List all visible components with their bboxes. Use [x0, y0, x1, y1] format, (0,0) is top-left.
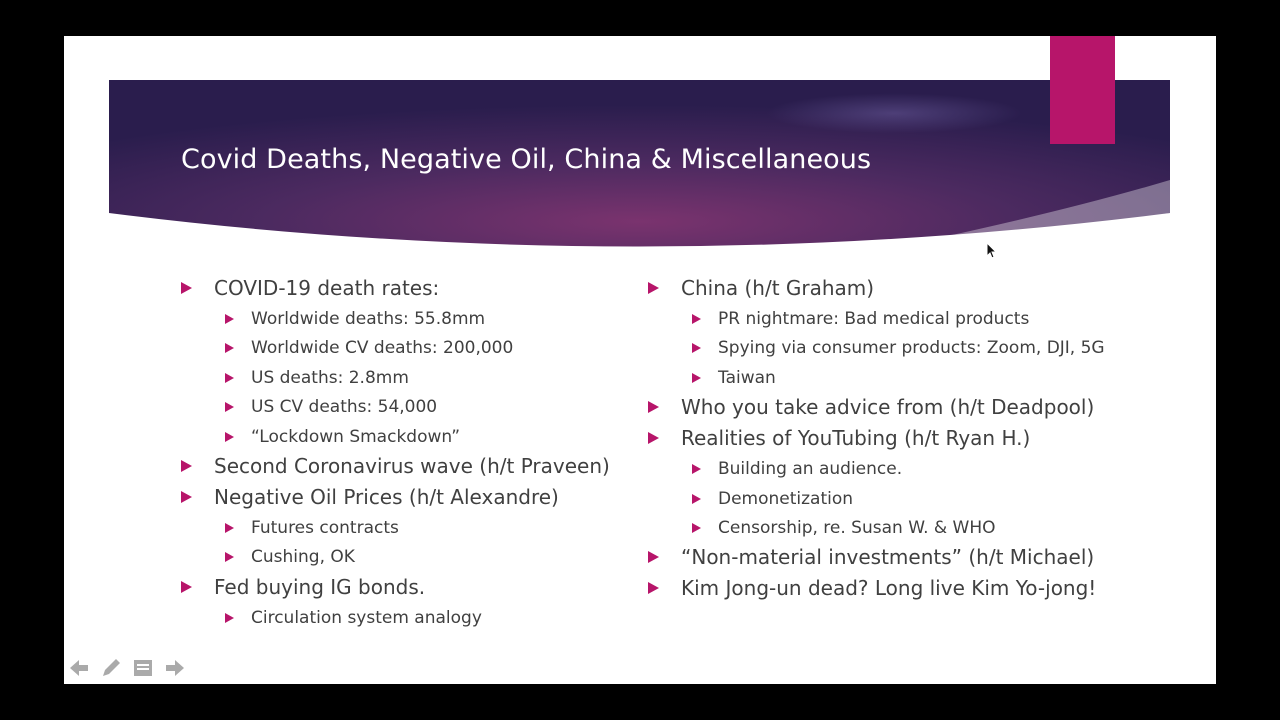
- bullet-item: Fed buying IG bonds.: [181, 573, 621, 604]
- sub-bullet-item: Spying via consumer products: Zoom, DJI, 5G: [648, 334, 1148, 363]
- sub-bullet-item: US deaths: 2.8mm: [181, 364, 621, 393]
- accent-tab: [1050, 36, 1115, 144]
- bullet-item: Kim Jong-un dead? Long live Kim Yo-jong!: [648, 574, 1148, 605]
- bullet-arrow-icon: [225, 552, 234, 562]
- bullet-arrow-icon: [225, 373, 234, 383]
- bullet-arrow-icon: [648, 432, 659, 444]
- sub-bullet-item: Worldwide deaths: 55.8mm: [181, 305, 621, 334]
- sub-bullet-item: Demonetization: [648, 485, 1148, 514]
- bullet-arrow-icon: [181, 581, 192, 593]
- pen-icon[interactable]: [100, 657, 122, 679]
- bullet-arrow-icon: [648, 582, 659, 594]
- sub-bullet-item: US CV deaths: 54,000: [181, 393, 621, 422]
- bullet-arrow-icon: [692, 343, 701, 353]
- bullet-arrow-icon: [225, 343, 234, 353]
- menu-icon[interactable]: [132, 657, 154, 679]
- left-column: [181, 274, 621, 633]
- bullet-arrow-icon: [692, 464, 701, 474]
- bullet-item: China (h/t Graham): [648, 274, 1148, 305]
- sub-bullet-item: Taiwan: [648, 364, 1148, 393]
- sub-bullet-item: “Lockdown Smackdown”: [181, 423, 621, 452]
- bullet-item: Who you take advice from (h/t Deadpool): [648, 393, 1148, 424]
- mouse-cursor-icon: [986, 242, 998, 260]
- bullet-arrow-icon: [692, 373, 701, 383]
- sub-bullet-item: PR nightmare: Bad medical products: [648, 305, 1148, 334]
- bullet-arrow-icon: [692, 494, 701, 504]
- bullet-item: Negative Oil Prices (h/t Alexandre): [181, 483, 621, 514]
- bullet-arrow-icon: [225, 314, 234, 324]
- bullet-arrow-icon: [225, 402, 234, 412]
- arrow-left-icon[interactable]: [68, 657, 90, 679]
- sub-bullet-item: Cushing, OK: [181, 543, 621, 572]
- bullet-arrow-icon: [648, 551, 659, 563]
- bullet-arrow-icon: [225, 432, 234, 442]
- bullet-arrow-icon: [181, 491, 192, 503]
- bullet-arrow-icon: [181, 460, 192, 472]
- bullet-arrow-icon: [648, 401, 659, 413]
- right-column: [648, 274, 1148, 605]
- sub-bullet-item: Censorship, re. Susan W. & WHO: [648, 514, 1148, 543]
- sub-bullet-item: Circulation system analogy: [181, 604, 621, 633]
- bullet-arrow-icon: [225, 523, 234, 533]
- bullet-arrow-icon: [225, 613, 234, 623]
- bullet-item: “Non-material investments” (h/t Michael): [648, 543, 1148, 574]
- slide-title: Covid Deaths, Negative Oil, China & Miscellaneous: [181, 144, 872, 175]
- bullet-item: Realities of YouTubing (h/t Ryan H.): [648, 424, 1148, 455]
- title-banner: [109, 80, 1170, 255]
- bullet-arrow-icon: [181, 282, 192, 294]
- bullet-arrow-icon: [648, 282, 659, 294]
- slide: [64, 36, 1216, 684]
- bullet-item: Second Coronavirus wave (h/t Praveen): [181, 452, 621, 483]
- sub-bullet-item: Building an audience.: [648, 455, 1148, 484]
- arrow-right-icon[interactable]: [164, 657, 186, 679]
- bullet-item: COVID-19 death rates:: [181, 274, 621, 305]
- sub-bullet-item: Futures contracts: [181, 514, 621, 543]
- bullet-arrow-icon: [692, 314, 701, 324]
- sub-bullet-item: Worldwide CV deaths: 200,000: [181, 334, 621, 363]
- slideshow-nav: [68, 656, 186, 680]
- bullet-arrow-icon: [692, 523, 701, 533]
